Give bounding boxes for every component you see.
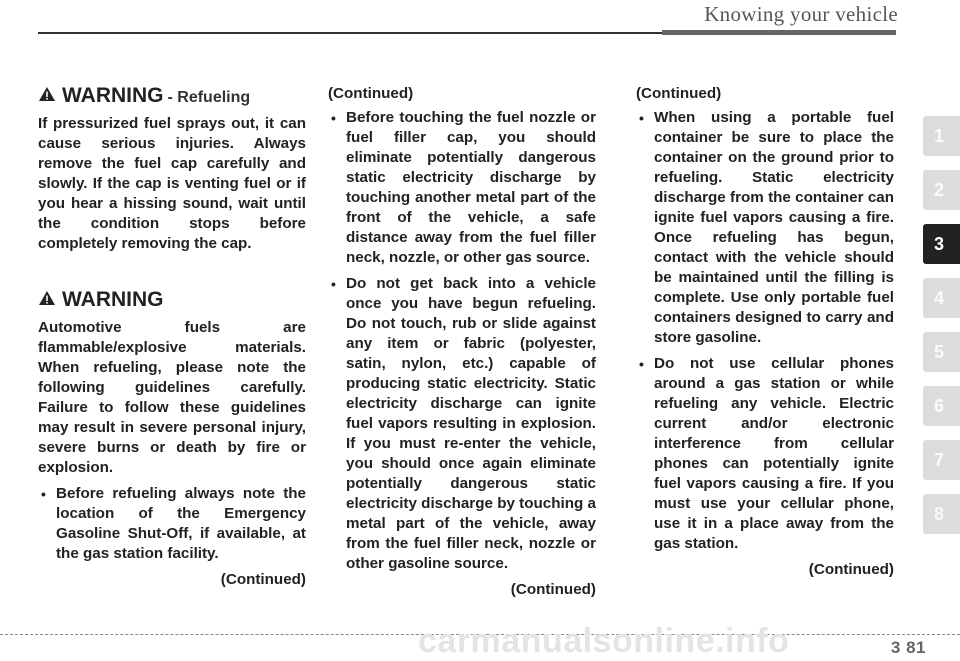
chapter-tab-2[interactable]: 2 bbox=[923, 170, 960, 210]
list-item: • Do not use cellular phones around a gas station or while refueling any vehicle. Electric current and/or electronic interference from cellular phones can potentially ignite fuel vapors causing a fire. If you must use your cellular phone, use it in a place away from the gas station. bbox=[636, 354, 894, 554]
chapter-tab-7[interactable]: 7 bbox=[923, 440, 960, 480]
chapter-tab-1[interactable]: 1 bbox=[923, 116, 960, 156]
warning-refueling-title bbox=[38, 84, 306, 108]
header-title: Knowing your vehicle bbox=[704, 2, 898, 26]
column-1 bbox=[38, 84, 306, 590]
warning-fuels-body: Automotive fuels are flammable/explosive materials. When refueling, please note the following guidelines carefully. Failure to follow these guidelines may result in severe personal injury, severe burns or death by fire or explosion. bbox=[38, 319, 306, 476]
chapter-tab-4[interactable]: 4 bbox=[923, 278, 960, 318]
chapter-tab-5[interactable]: 5 bbox=[923, 332, 960, 372]
warning-triangle-icon bbox=[38, 290, 56, 306]
continued-label: (Continued) bbox=[510, 581, 596, 598]
column-2 bbox=[328, 84, 596, 600]
chapter-tabs bbox=[923, 116, 960, 548]
warning-triangle-icon bbox=[38, 86, 56, 102]
chapter-tab-8[interactable]: 8 bbox=[923, 494, 960, 534]
list-item: • Do not get back into a vehicle once you have begun refueling. Do not touch, rub or slide against any item or fabric (polyester, satin, nylon, etc.) capable of producing static electricity. Static electricity discharge can ignite fuel vapors resulting in explosion. If you must re-enter the vehicle, you should once again eliminate potentially dangerous static electricity discharge by touching a metal part of the vehicle, away from the fuel filler neck, nozzle or other gasoline source. bbox=[328, 274, 596, 574]
list-item: • When using a portable fuel container be sure to place the container on the ground prior to refueling. Static electricity discharge from the container can ignite fuel vapors causing a fire. Once refueling has begun, contact with the vehicle should be maintained until the filling is complete. Use only portable fuel containers designed to carry and store gasoline. bbox=[636, 108, 894, 348]
bullet-list bbox=[38, 484, 306, 564]
header-rule-accent bbox=[662, 30, 896, 35]
chapter-tab-6[interactable]: 6 bbox=[923, 386, 960, 426]
continued-label: (Continued) bbox=[808, 561, 894, 578]
watermark: carmanualsonline.info bbox=[418, 622, 790, 660]
warning-refueling-body: If pressurized fuel sprays out, it can cause serious injuries. Always remove the fuel cap carefully and slowly. If the cap is venting fuel or if you hear a hissing sound, wait until the condition stops before completely removing the cap. bbox=[38, 115, 306, 252]
chapter-tab-3[interactable]: 3 bbox=[923, 224, 960, 264]
continued-heading: (Continued) bbox=[328, 85, 414, 102]
page-number: 3 81 bbox=[890, 638, 926, 657]
warning-label: WARNING bbox=[62, 84, 164, 107]
continued-label: (Continued) bbox=[220, 571, 306, 588]
bullet-list bbox=[328, 108, 596, 574]
warning-fuels-title bbox=[38, 288, 306, 312]
bullet-list bbox=[636, 108, 894, 554]
warning-label: WARNING bbox=[62, 288, 164, 311]
list-item: • Before refueling always note the location of the Emergency Gasoline Shut-Off, if available, at the gas station facility. bbox=[38, 484, 306, 564]
list-item: • Before touching the fuel nozzle or fuel filler cap, you should eliminate potentially dangerous static electricity discharge by touching another metal part of the front of the vehicle, a safe distance away from the fuel filler neck, nozzle, or other gas source. bbox=[328, 108, 596, 268]
continued-heading: (Continued) bbox=[636, 85, 722, 102]
column-3 bbox=[636, 84, 894, 580]
warning-subtitle: - Refueling bbox=[167, 89, 251, 106]
